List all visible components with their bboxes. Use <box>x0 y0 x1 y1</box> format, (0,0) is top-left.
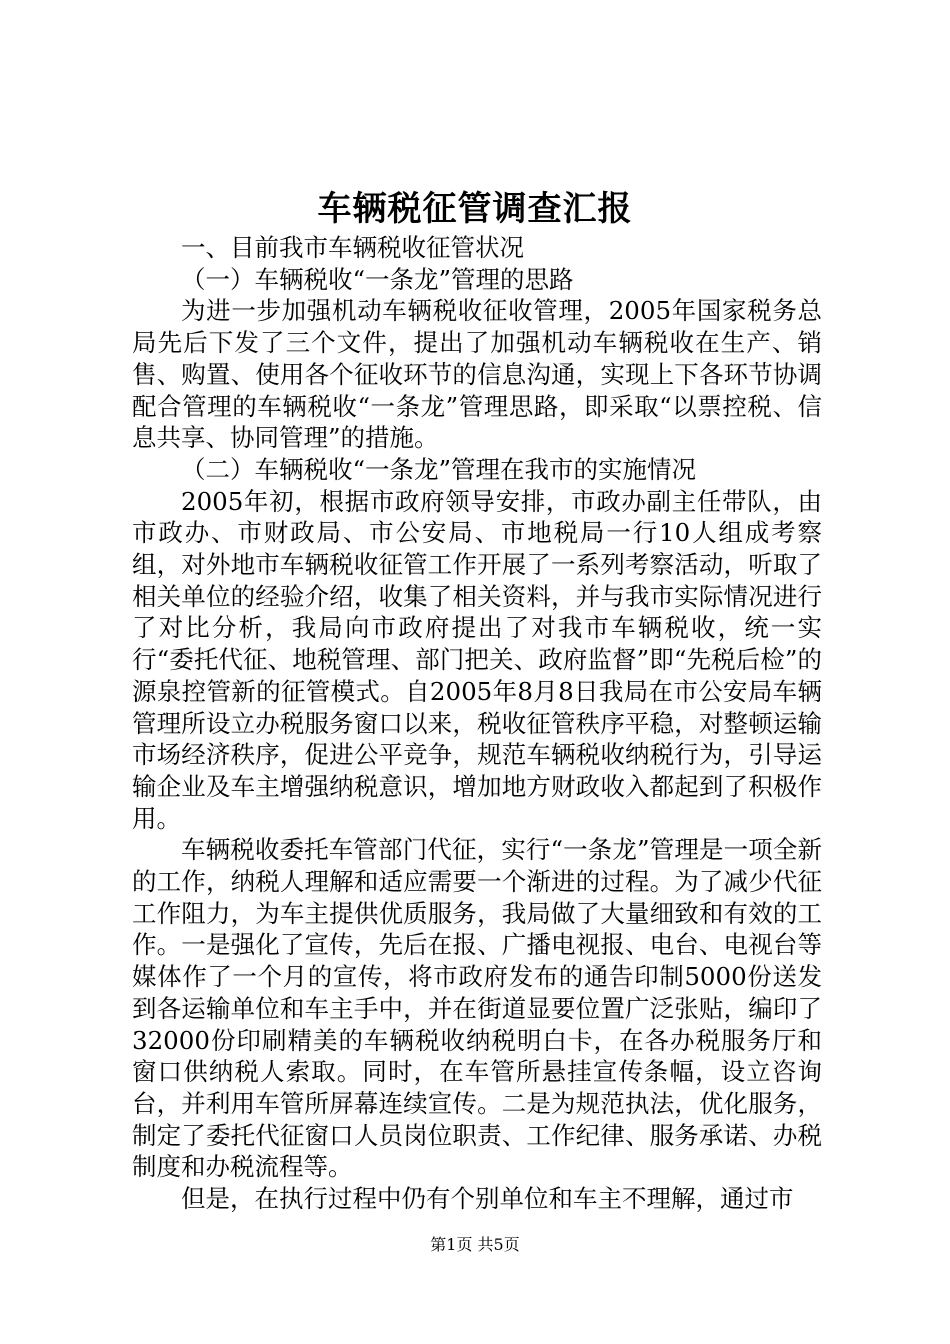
body-paragraph: 车辆税收委托车管部门代征，实行“一条龙”管理是一项全新的工作，纳税人理解和适应需要一个渐进的过程。为了减少代征工作阻力，为车主提供优质服务，我局做了大量细致和有效的工作。一是强化了宣传，先后在报、广播电视报、电台、电视台等媒体作了一个月的宣传，将市政府发布的通告印制5000份送发到各运输单位和车主手中，并在街道显要位置广泛张贴，编印了32000份印刷精美的车辆税收纳税明白卡，在各办税服务厅和窗口供纳税人索取。同时，在车管所悬挂宣传条幅，设立咨询台，并利用车管所屏幕连续宣传。二是为规范执法，优化服务，制定了委托代征窗口人员岗位职责、工作纪律、服务承诺、办税制度和办税流程等。 <box>132 835 822 1182</box>
document-title: 车辆税征管调查汇报 <box>317 189 633 229</box>
body-paragraph: 为进一步加强机动车辆税收征收管理，2005年国家税务总局先后下发了三个文件，提出了加强机动车辆税收在生产、销售、购置、使用各个征收环节的信息沟通，实现上下各环节协调配合管理的车辆税收“一条龙”管理思路，即采取“以票控税、信息共享、协同管理”的措施。 <box>132 296 822 453</box>
subsection-heading: （二）车辆税收“一条龙”管理在我市的实施情况 <box>181 454 697 484</box>
page-footer: 第1页 共5页 <box>430 1235 520 1254</box>
body-paragraph: 2005年初，根据市政府领导安排，市政办副主任带队，由市政办、市财政局、市公安局、市地税局一行10人组成考察组，对外地市车辆税收征管工作开展了一系列考察活动，听取了相关单位的经验介绍，收集了相关资料，并与我市实际情况进行了对比分析，我局向市政府提出了对我市车辆税收，统一实行“委托代征、地税管理、部门把关、政府监督”即“先税后检”的源泉控管新的征管模式。自2005年8月8日我局在市公安局车辆管理所设立办税服务窗口以来，税收征管秩序平稳，对整顿运输市场经济秩序，促进公平竞争，规范车辆税收纳税行为，引导运输企业及车主增强纳税意识，增加地方财政收入都起到了积极作用。 <box>132 486 822 833</box>
body-paragraph: 但是，在执行过程中仍有个别单位和车主不理解，通过市 <box>181 1184 794 1214</box>
section-heading: 一、目前我市车辆税收征管状况 <box>181 233 524 262</box>
document-body <box>132 232 822 1215</box>
subsection-heading: （一）车辆税收“一条龙”管理的思路 <box>181 264 574 294</box>
